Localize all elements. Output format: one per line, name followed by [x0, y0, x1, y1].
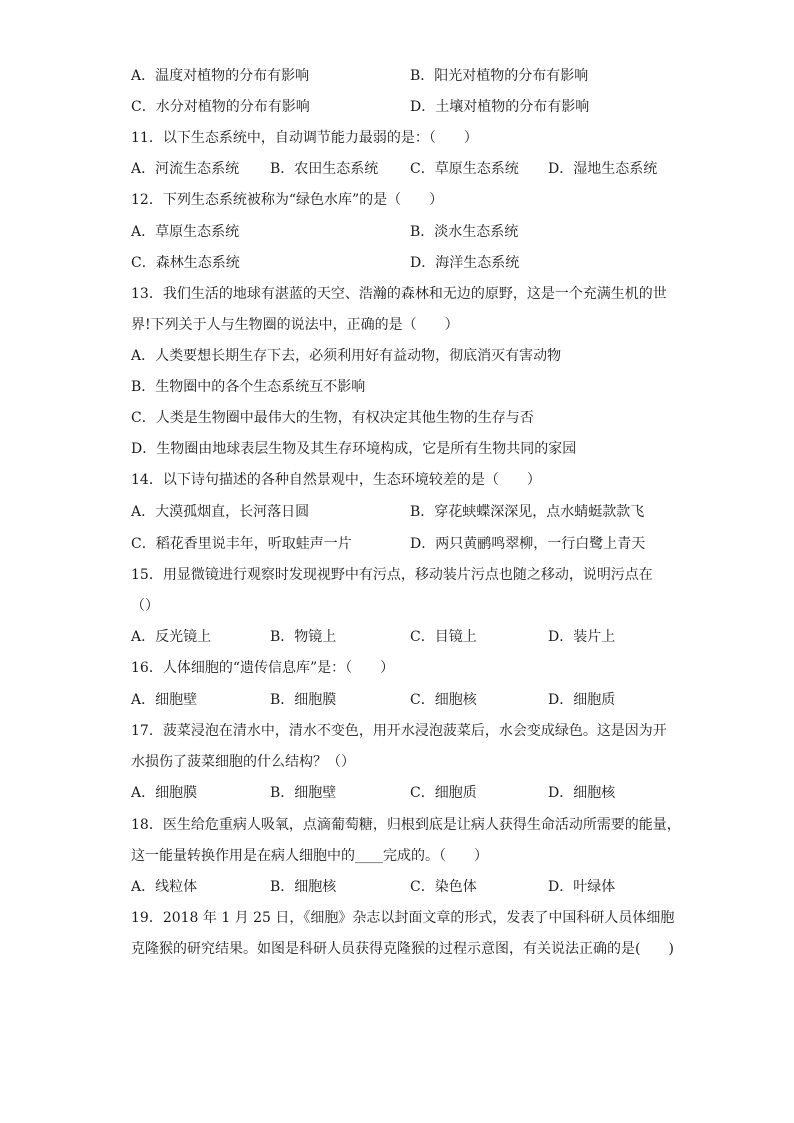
q11-option-c: C．草原生态系统: [410, 161, 519, 177]
q11-option-b: B．农田生态系统: [270, 161, 379, 177]
q13-stem-line1: 13．我们生活的地球有湛蓝的天空、浩瀚的森林和无边的原野，这是一个充满生机的世: [131, 286, 667, 302]
q16-option-a: A．细胞壁: [131, 692, 198, 708]
q12-option-a: A．草原生态系统: [131, 224, 240, 240]
q15-option-b: B．物镜上: [270, 629, 337, 645]
q17-stem-line1: 17．菠菜浸泡在清水中，清水不变色，用开水浸泡菠菜后，水会变成绿色。这是因为开: [131, 723, 667, 739]
q17-stem-line2: 水损伤了菠菜细胞的什么结构？（）: [131, 754, 355, 770]
q15-option-c: C．目镜上: [410, 629, 477, 645]
q15-option-a: A．反光镜上: [131, 629, 212, 645]
q14-option-d: D．两只黄鹂鸣翠柳，一行白鹭上青天: [410, 536, 646, 552]
q14-option-c: C．稻花香里说丰年，听取蛙声一片: [131, 536, 352, 552]
q18-option-b: B．细胞核: [270, 879, 337, 895]
q19-stem-line2: 克隆猴的研究结果。如图是科研人员获得克隆猴的过程示意图，有关说法正确的是( ): [131, 941, 674, 957]
q18-stem-line1: 18．医生给危重病人吸氧，点滴葡萄糖，归根到底是让病人获得生命活动所需要的能量，: [131, 817, 681, 833]
q12-stem: 12．下列生态系统被称为“绿色水库”的是（ ）: [131, 192, 444, 208]
q13-stem-line2: 界!下列关于人与生物圈的说法中，正确的是（ ）: [131, 317, 459, 333]
q11-option-d: D．湿地生态系统: [548, 161, 658, 177]
q17-option-c: C．细胞质: [410, 785, 477, 801]
q13-option-a: A．人类要想长期生存下去，必须利用好有益动物，彻底消灭有害动物: [131, 348, 562, 364]
q17-option-d: D．细胞核: [548, 785, 616, 801]
q13-option-b: B．生物圈中的各个生态系统互不影响: [131, 379, 366, 395]
q17-option-a: A．细胞膜: [131, 785, 198, 801]
q18-option-d: D．叶绿体: [548, 879, 616, 895]
q18-stem-line2: 这一能量转换作用是在病人细胞中的____完成的。（ ）: [131, 848, 488, 864]
q12-option-c: C．森林生态系统: [131, 255, 240, 271]
q12-option-b: B．淡水生态系统: [410, 224, 519, 240]
q16-option-d: D．细胞质: [548, 692, 616, 708]
q16-stem: 16．人体细胞的“遗传信息库”是：（ ）: [131, 660, 395, 676]
q12-option-d: D．海洋生态系统: [410, 255, 520, 271]
q10-option-b: B．阳光对植物的分布有影响: [410, 68, 589, 84]
q16-option-c: C．细胞核: [410, 692, 477, 708]
q14-stem: 14．以下诗句描述的各种自然景观中，生态环境较差的是（ ）: [131, 472, 541, 488]
q13-option-c: C．人类是生物圈中最伟大的生物，有权决定其他生物的生存与否: [131, 410, 534, 426]
q13-option-d: D．生物圈由地球表层生物及其生存环境构成，它是所有生物共同的家园: [131, 441, 577, 457]
q18-option-c: C．染色体: [410, 879, 477, 895]
q15-stem-line2: （）: [131, 598, 159, 614]
q15-option-d: D．装片上: [548, 629, 616, 645]
q10-option-d: D．土壤对植物的分布有影响: [410, 99, 590, 115]
q11-stem: 11．以下生态系统中，自动调节能力最弱的是：（ ）: [131, 130, 478, 146]
q11-option-a: A．河流生态系统: [131, 161, 240, 177]
q14-option-b: B．穿花蛱蝶深深见，点水蜻蜓款款飞: [410, 504, 645, 520]
q10-option-a: A．温度对植物的分布有影响: [131, 68, 310, 84]
q18-option-a: A．线粒体: [131, 879, 198, 895]
q10-option-c: C．水分对植物的分布有影响: [131, 99, 310, 115]
q15-stem-line1: 15．用显微镜进行观察时发现视野中有污点，移动装片污点也随之移动，说明污点在: [131, 567, 653, 583]
q17-option-b: B．细胞壁: [270, 785, 337, 801]
q16-option-b: B．细胞膜: [270, 692, 337, 708]
q19-stem-line1: 19．2018 年 1 月 25 日，《细胞》杂志以封面文章的形式，发表了中国科研人员体细胞: [131, 910, 675, 926]
q14-option-a: A．大漠孤烟直，长河落日圆: [131, 504, 310, 520]
